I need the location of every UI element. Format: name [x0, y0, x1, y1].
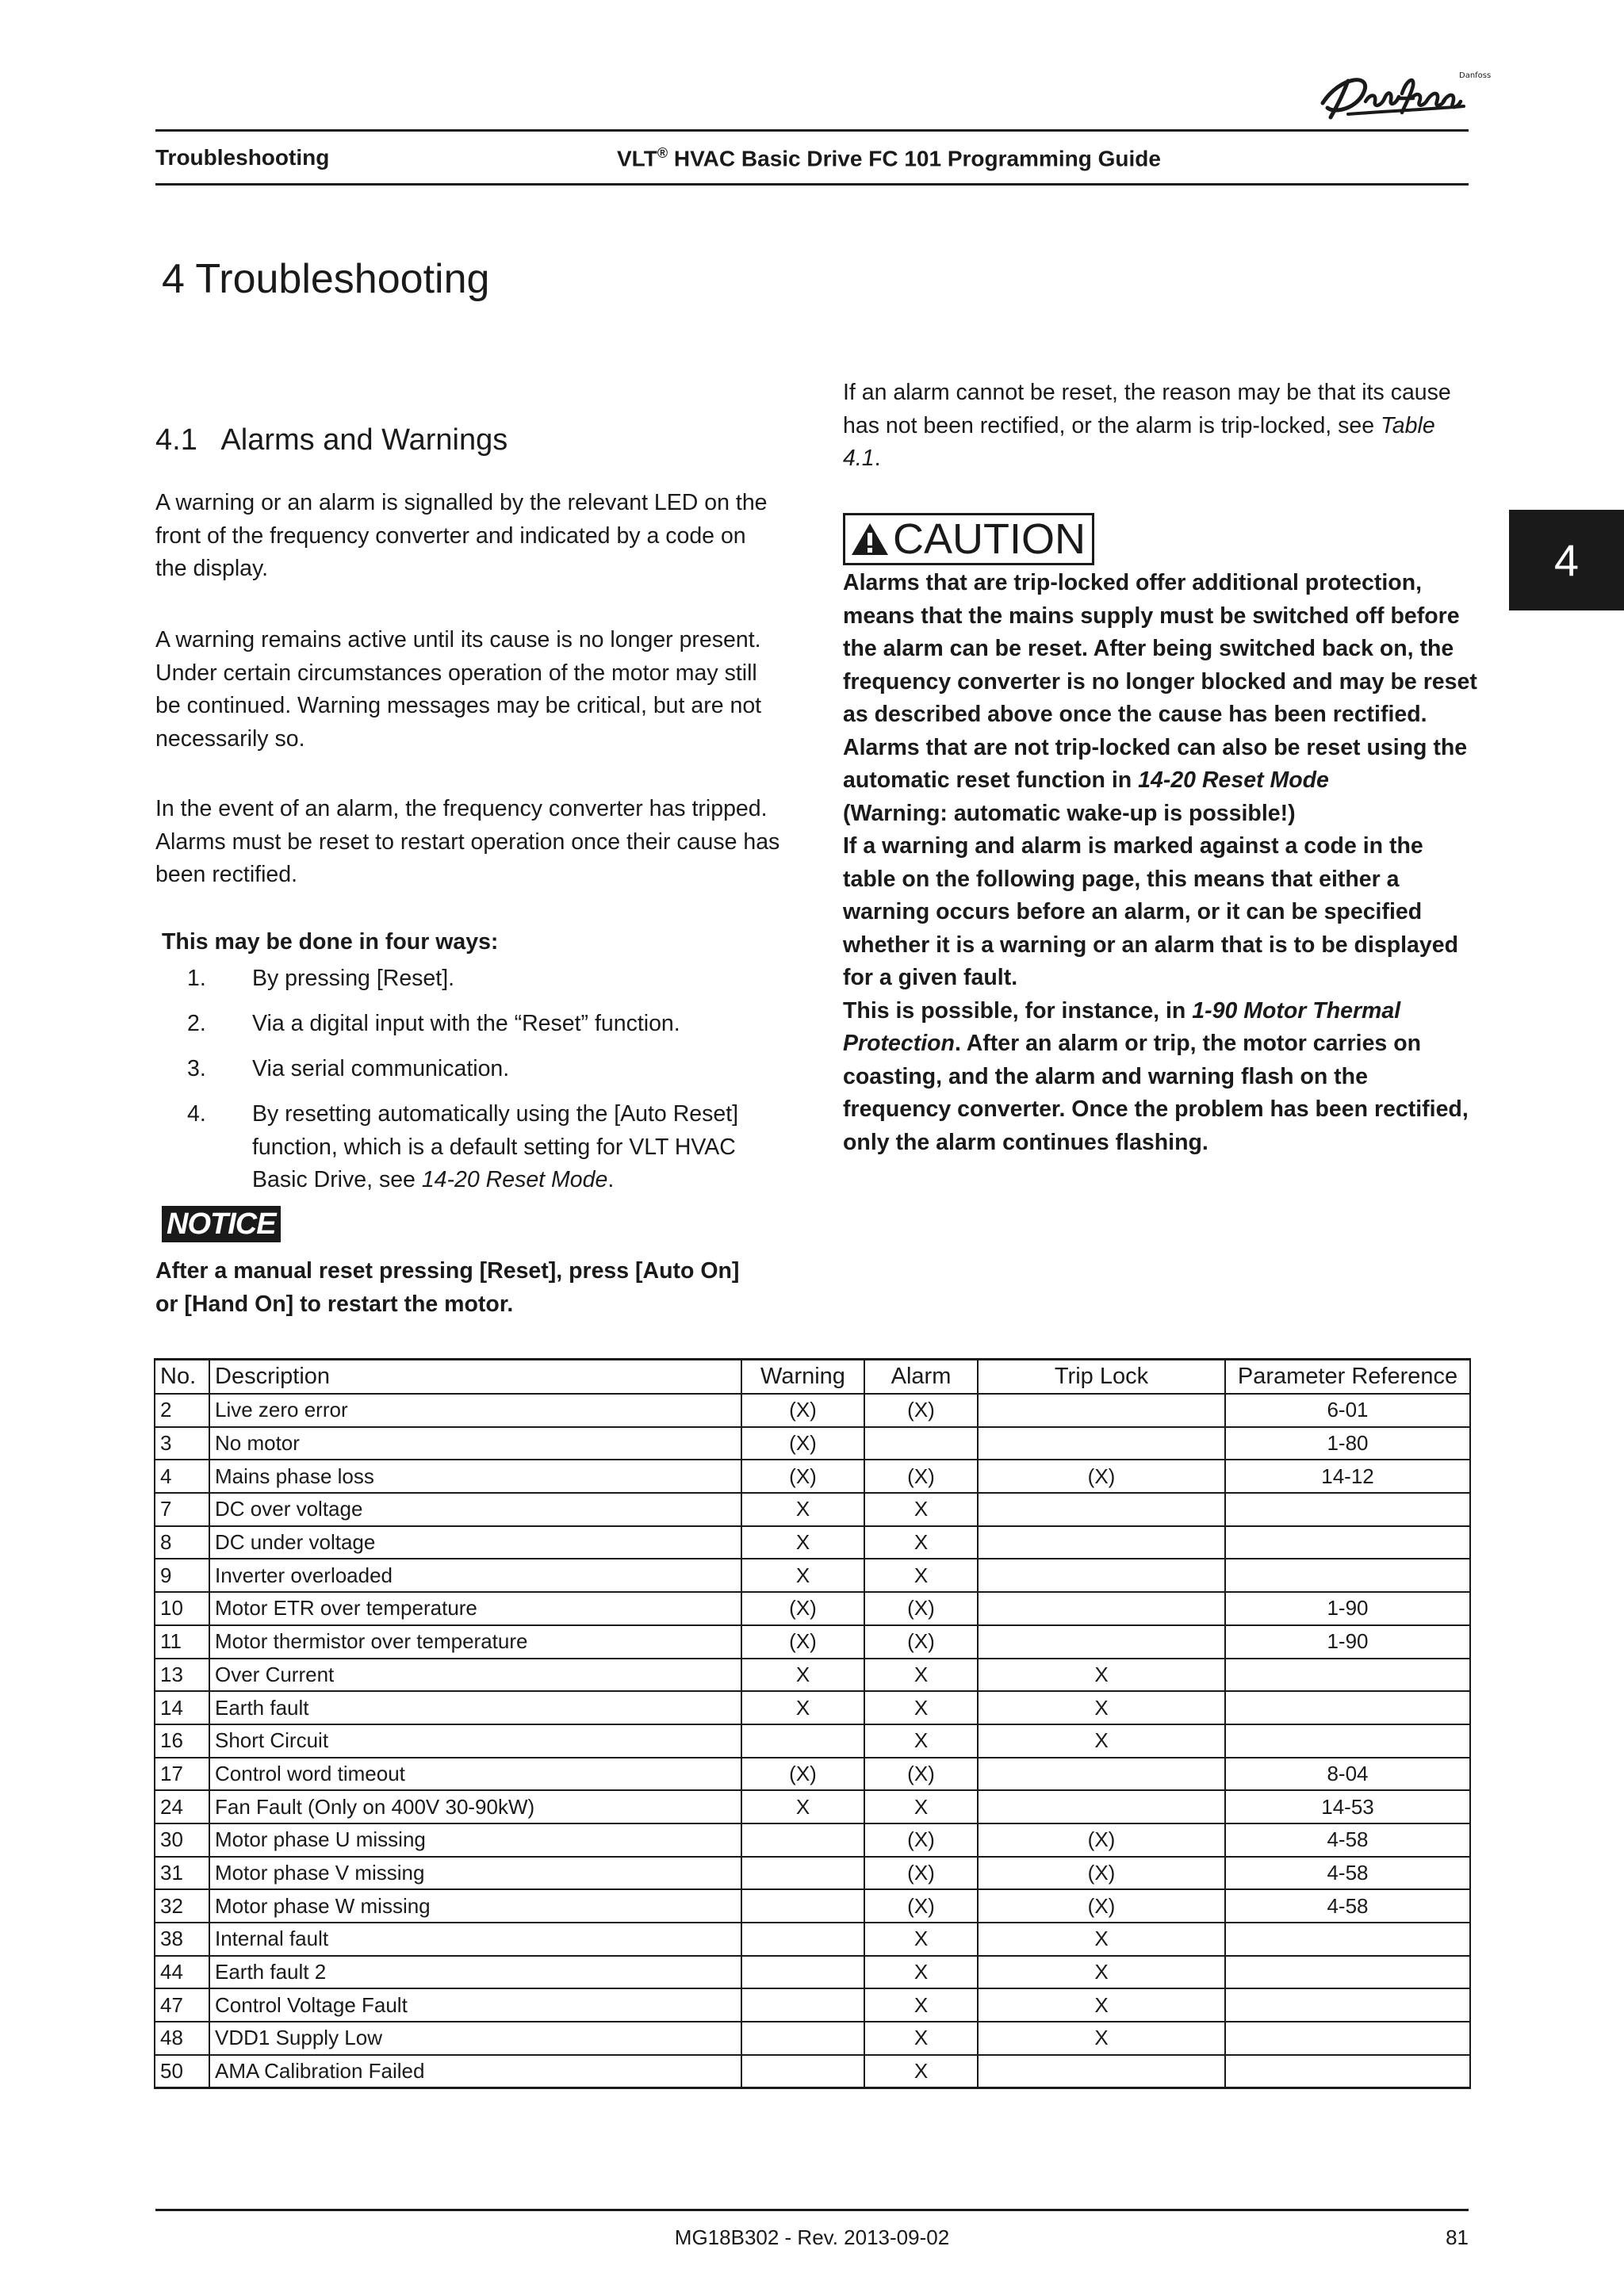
- cell-no: 11: [155, 1625, 209, 1659]
- header-section: Troubleshooting: [155, 145, 330, 170]
- cell-description: Control Voltage Fault: [209, 1988, 741, 2022]
- danfoss-logo: [1316, 62, 1492, 125]
- cell-warning: [741, 1857, 864, 1890]
- cell-warning: [741, 1889, 864, 1923]
- cell-no: 10: [155, 1592, 209, 1625]
- cell-trip-lock: X: [978, 1724, 1225, 1758]
- cell-trip-lock: X: [978, 1659, 1225, 1692]
- list-item-text: By pressing [Reset].: [252, 966, 455, 991]
- cell-alarm: [864, 1427, 978, 1460]
- cell-trip-lock: X: [978, 1956, 1225, 1989]
- cell-trip-lock: X: [978, 1988, 1225, 2022]
- table-row: [155, 1460, 1470, 1493]
- cell-description: Mains phase loss: [209, 1460, 741, 1493]
- cell-alarm: X: [864, 2055, 978, 2088]
- cell-description: Live zero error: [209, 1394, 741, 1427]
- header-parameter-reference: Parameter Reference: [1225, 1360, 1470, 1395]
- list-item-number: 3.: [187, 1056, 206, 1081]
- cell-warning: [741, 1956, 864, 1989]
- cell-description: Fan Fault (Only on 400V 30-90kW): [209, 1790, 741, 1823]
- cell-warning: [741, 1724, 864, 1758]
- cell-warning: (X): [741, 1394, 864, 1427]
- table-row: [155, 1659, 1470, 1692]
- cell-alarm: (X): [864, 1460, 978, 1493]
- header-warning: Warning: [741, 1360, 864, 1395]
- cell-alarm: X: [864, 1526, 978, 1559]
- table-row: [155, 1526, 1470, 1559]
- cell-parameter-reference: 1-90: [1225, 1625, 1470, 1659]
- reset-ways-title: This may be done in four ways:: [162, 929, 499, 955]
- cell-trip-lock: [978, 1493, 1225, 1526]
- cell-parameter-reference: 4-58: [1225, 1857, 1470, 1890]
- header-bottom-rule: [155, 183, 1469, 186]
- cell-parameter-reference: 1-90: [1225, 1592, 1470, 1625]
- page-number: 81: [1446, 2225, 1469, 2249]
- cell-alarm: X: [864, 1559, 978, 1592]
- footer-rule: [155, 2209, 1469, 2211]
- cell-description: Control word timeout: [209, 1758, 741, 1791]
- cell-trip-lock: [978, 1758, 1225, 1791]
- param-ref-link: 14-20 Reset Mode: [421, 1167, 608, 1192]
- cell-alarm: X: [864, 1724, 978, 1758]
- cell-warning: X: [741, 1559, 864, 1592]
- table-row: [155, 1857, 1470, 1890]
- caution-label: CAUTION: [893, 515, 1086, 563]
- cell-warning: [741, 2055, 864, 2088]
- cell-parameter-reference: [1225, 1526, 1470, 1559]
- cell-alarm: (X): [864, 1823, 978, 1857]
- cell-warning: (X): [741, 1625, 864, 1659]
- chapter-tab: 4: [1509, 510, 1624, 610]
- table-row: [155, 2022, 1470, 2055]
- header-alarm: Alarm: [864, 1360, 978, 1395]
- header-trip-lock: Trip Lock: [978, 1360, 1225, 1395]
- cell-description: VDD1 Supply Low: [209, 2022, 741, 2055]
- table-row: [155, 1889, 1470, 1923]
- cell-no: 9: [155, 1559, 209, 1592]
- cell-description: DC under voltage: [209, 1526, 741, 1559]
- list-item-text: Via serial communication.: [252, 1056, 510, 1081]
- cell-trip-lock: [978, 1427, 1225, 1460]
- cell-warning: [741, 1923, 864, 1956]
- paragraph-alarm: In the event of an alarm, the frequency converter has tripped. Alarms must be reset to restart operation once their cause has been rectified.: [155, 796, 780, 887]
- cell-warning: X: [741, 1659, 864, 1692]
- header-title: VLT® HVAC Basic Drive FC 101 Programming Guide: [617, 145, 1161, 171]
- table-row: [155, 1923, 1470, 1956]
- cell-no: 3: [155, 1427, 209, 1460]
- chapter-title: 4 Troubleshooting: [162, 256, 490, 302]
- cell-no: 17: [155, 1758, 209, 1791]
- cell-trip-lock: X: [978, 1923, 1225, 1956]
- table-row: [155, 1691, 1470, 1724]
- cell-alarm: X: [864, 1790, 978, 1823]
- cell-alarm: (X): [864, 1592, 978, 1625]
- cell-no: 14: [155, 1691, 209, 1724]
- list-item-text: By resetting automatically using the [Auto Reset] function, which is a default setting for VLT HVAC Basic Drive, see 14-20 Reset Mode.: [252, 1101, 739, 1192]
- table-header-row: [155, 1360, 1470, 1395]
- cell-parameter-reference: [1225, 1923, 1470, 1956]
- cell-parameter-reference: [1225, 1493, 1470, 1526]
- cell-warning: [741, 1823, 864, 1857]
- cell-description: Over Current: [209, 1659, 741, 1692]
- cell-parameter-reference: 4-58: [1225, 1889, 1470, 1923]
- cell-description: Short Circuit: [209, 1724, 741, 1758]
- table-row: [155, 1427, 1470, 1460]
- cell-parameter-reference: 1-80: [1225, 1427, 1470, 1460]
- cell-description: Motor phase W missing: [209, 1889, 741, 1923]
- cell-trip-lock: (X): [978, 1460, 1225, 1493]
- cell-trip-lock: X: [978, 1691, 1225, 1724]
- cell-alarm: (X): [864, 1625, 978, 1659]
- cell-warning: (X): [741, 1758, 864, 1791]
- warning-triangle-icon: [850, 521, 890, 557]
- section-heading: 4.1 Alarms and Warnings: [155, 423, 508, 457]
- header-description: Description: [209, 1360, 741, 1395]
- cell-parameter-reference: [1225, 2055, 1470, 2088]
- cell-description: Internal fault: [209, 1923, 741, 1956]
- cell-warning: X: [741, 1790, 864, 1823]
- cell-no: 32: [155, 1889, 209, 1923]
- cell-parameter-reference: [1225, 1724, 1470, 1758]
- cell-description: No motor: [209, 1427, 741, 1460]
- cell-alarm: X: [864, 1956, 978, 1989]
- list-item-number: 1.: [187, 966, 206, 991]
- cell-parameter-reference: [1225, 1956, 1470, 1989]
- cell-alarm: X: [864, 1691, 978, 1724]
- cell-trip-lock: [978, 1625, 1225, 1659]
- cell-no: 30: [155, 1823, 209, 1857]
- table-ref: Table 4.1: [843, 412, 1435, 471]
- paragraph-reset-intro: If an alarm cannot be reset, the reason may be that its cause has not been rectified, or the alarm is trip-locked, see Table 4.1.: [843, 380, 1451, 471]
- cell-parameter-reference: [1225, 1988, 1470, 2022]
- cell-no: 48: [155, 2022, 209, 2055]
- cell-trip-lock: [978, 1592, 1225, 1625]
- cell-alarm: X: [864, 2022, 978, 2055]
- cell-no: 2: [155, 1394, 209, 1427]
- cell-trip-lock: [978, 2055, 1225, 2088]
- table-row: [155, 1592, 1470, 1625]
- cell-description: AMA Calibration Failed: [209, 2055, 741, 2088]
- cell-alarm: (X): [864, 1857, 978, 1890]
- cell-alarm: X: [864, 1988, 978, 2022]
- cell-no: 47: [155, 1988, 209, 2022]
- cell-no: 50: [155, 2055, 209, 2088]
- paragraph-warning: A warning remains active until its cause is no longer present. Under certain circumstances operation of the motor may still be continued. Warning messages may be critical, but are not necessarily so.: [155, 627, 762, 752]
- notice-badge: NOTICE: [162, 1206, 281, 1242]
- cell-warning: [741, 2022, 864, 2055]
- caution-text: Alarms that are trip-locked offer additional protection, means that the mains supply must be switched off before the alarm can be reset. After being switched back on, the frequency converter is no longer blocked and may be reset as described above once the cause has been rectified. Alarms that are not trip-locked can also be reset using the automatic reset function in 14-20 Reset Mode (Warning: automatic wake-up is possible!) If a warning and alarm is marked against a code in the table on the following page, this means that either a warning occurs before an alarm, or it can be specified whether it is a warning or an alarm that is to be displayed for a given fault. This is possible, for instance, in 1-90 Motor Thermal Protection. After an alarm or trip, the motor carries on coasting, and the alarm and warning flash on the frequency converter. Once the problem has been rectified, only the alarm continues flashing.: [843, 570, 1477, 1155]
- cell-no: 8: [155, 1526, 209, 1559]
- logo-text: Danfoss: [1459, 71, 1492, 80]
- table-row: [155, 1758, 1470, 1791]
- table-row: [155, 2055, 1470, 2088]
- cell-warning: X: [741, 1691, 864, 1724]
- cell-warning: (X): [741, 1427, 864, 1460]
- cell-trip-lock: [978, 1559, 1225, 1592]
- cell-warning: X: [741, 1493, 864, 1526]
- table-row: [155, 1724, 1470, 1758]
- cell-description: Earth fault: [209, 1691, 741, 1724]
- cell-trip-lock: (X): [978, 1857, 1225, 1890]
- list-item-number: 4.: [187, 1101, 206, 1127]
- cell-trip-lock: [978, 1394, 1225, 1427]
- paragraph-signal: A warning or an alarm is signalled by the relevant LED on the front of the frequency converter and indicated by a code on the display.: [155, 490, 768, 581]
- table-row: [155, 1394, 1470, 1427]
- list-item-number: 2.: [187, 1011, 206, 1036]
- cell-parameter-reference: 14-12: [1225, 1460, 1470, 1493]
- cell-description: Earth fault 2: [209, 1956, 741, 1989]
- cell-alarm: X: [864, 1493, 978, 1526]
- cell-parameter-reference: 8-04: [1225, 1758, 1470, 1791]
- cell-trip-lock: [978, 1790, 1225, 1823]
- footer-doc-id: MG18B302 - Rev. 2013-09-02: [674, 2225, 950, 2249]
- cell-warning: X: [741, 1526, 864, 1559]
- cell-alarm: (X): [864, 1394, 978, 1427]
- cell-no: 7: [155, 1493, 209, 1526]
- header-no: No.: [155, 1360, 209, 1395]
- cell-parameter-reference: 14-53: [1225, 1790, 1470, 1823]
- table-row: [155, 1493, 1470, 1526]
- cell-no: 13: [155, 1659, 209, 1692]
- cell-warning: (X): [741, 1460, 864, 1493]
- cell-alarm: X: [864, 1659, 978, 1692]
- cell-alarm: (X): [864, 1758, 978, 1791]
- cell-parameter-reference: 6-01: [1225, 1394, 1470, 1427]
- cell-no: 38: [155, 1923, 209, 1956]
- cell-trip-lock: [978, 1526, 1225, 1559]
- cell-no: 16: [155, 1724, 209, 1758]
- cell-warning: [741, 1988, 864, 2022]
- cell-no: 24: [155, 1790, 209, 1823]
- notice-text: After a manual reset pressing [Reset], press [Auto On] or [Hand On] to restart the motor.: [155, 1258, 740, 1317]
- cell-parameter-reference: [1225, 1691, 1470, 1724]
- cell-trip-lock: X: [978, 2022, 1225, 2055]
- cell-parameter-reference: [1225, 1559, 1470, 1592]
- table-row: [155, 1790, 1470, 1823]
- cell-trip-lock: (X): [978, 1823, 1225, 1857]
- table-row: [155, 1625, 1470, 1659]
- cell-no: 4: [155, 1460, 209, 1493]
- list-item-text: Via a digital input with the “Reset” function.: [252, 1011, 680, 1036]
- cell-description: DC over voltage: [209, 1493, 741, 1526]
- table-row: [155, 1559, 1470, 1592]
- cell-parameter-reference: [1225, 2022, 1470, 2055]
- table-row: [155, 1956, 1470, 1989]
- cell-trip-lock: (X): [978, 1889, 1225, 1923]
- caution-badge: [843, 513, 1094, 565]
- cell-no: 44: [155, 1956, 209, 1989]
- cell-no: 31: [155, 1857, 209, 1890]
- cell-description: Inverter overloaded: [209, 1559, 741, 1592]
- cell-description: Motor ETR over temperature: [209, 1592, 741, 1625]
- table-row: [155, 1823, 1470, 1857]
- table-row: [155, 1988, 1470, 2022]
- cell-alarm: X: [864, 1923, 978, 1956]
- cell-description: Motor thermistor over temperature: [209, 1625, 741, 1659]
- cell-parameter-reference: 4-58: [1225, 1823, 1470, 1857]
- cell-description: Motor phase V missing: [209, 1857, 741, 1890]
- header-top-rule: [155, 129, 1469, 132]
- cell-warning: (X): [741, 1592, 864, 1625]
- alarm-table: [154, 1358, 1471, 2089]
- cell-description: Motor phase U missing: [209, 1823, 741, 1857]
- cell-alarm: (X): [864, 1889, 978, 1923]
- cell-parameter-reference: [1225, 1659, 1470, 1692]
